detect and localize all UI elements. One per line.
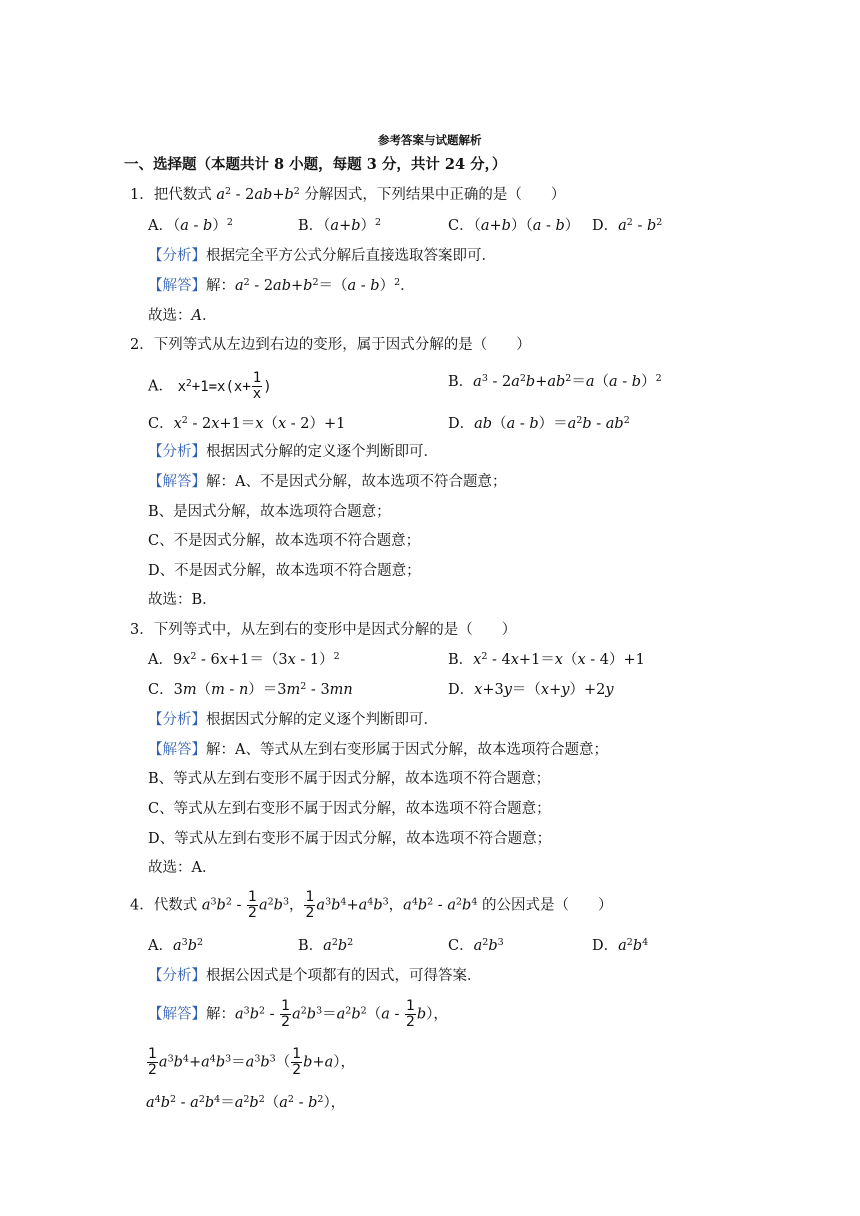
q1-choice: 故选：A． xyxy=(148,308,217,324)
q3-option-b[interactable]: B．$x^2 - 4x+1=x(x - 4)+1$ xyxy=(448,651,645,668)
page-title: 参考答案与试题解析 xyxy=(378,133,482,147)
q2-option-a[interactable]: A． $x^2+1=x(x+$ $\frac{1}{x}$ ) xyxy=(148,370,272,402)
q4-option-b[interactable]: B．$a^2b^2$ xyxy=(298,937,354,954)
q4-line-2: $\frac{1}{2}$ $a^3b^4+a^4b^3=a^3b^3$（ $\frac{1}{2}$ b+a）， xyxy=(148,1046,355,1078)
q3-line-c: C、等式从左到右变形不属于因式分解，故本选项不符合题意； xyxy=(148,801,551,817)
section-heading: 一、选择题（本题共计 8 小题，每题 3 分，共计 24 分，） xyxy=(124,156,507,173)
question-3-stem: 3．下列等式中，从左到右的变形中是因式分解的是（ ） xyxy=(130,622,517,638)
analysis-tag: 【分析】 xyxy=(148,248,206,264)
q1-option-a[interactable]: A．（a - b）$^2$ xyxy=(148,217,233,234)
q1-answer: 【解答】解：$a^2 - 2ab+b^2=(a - b)^2$． xyxy=(148,277,415,294)
q3-choice: 故选：A． xyxy=(148,860,217,876)
q2-line-b: B、是因式分解，故本选项符合题意； xyxy=(148,504,391,520)
question-2-stem: 2．下列等式从左边到右边的变形，属于因式分解的是（ ） xyxy=(130,337,531,353)
q4-option-a[interactable]: A．$a^3b^2$ xyxy=(148,937,204,954)
q4-option-c[interactable]: C．$a^2b^3$ xyxy=(448,937,504,954)
q4-answer: 【解答】解：$a^3b^2$ - $\frac{1}{2}$ $a^2b^3=a^2b^2(a$ - $\frac{1}{2}$ b）， xyxy=(148,998,448,1030)
question-4-stem: 4．代数式 $a^3b^2$ - $\frac{1}{2}$ $a^2b^3$， $\frac{1}{2}$ $a^3b^4+a^4b^3$，$a^4b^2 - a^2b^4$ 的公因式是（ ） xyxy=(130,889,613,921)
q4-option-d[interactable]: D．$a^2b^4$ xyxy=(592,937,649,954)
q2-line-c: C、不是因式分解，故本选项不符合题意； xyxy=(148,533,421,549)
q3-analysis: 【分析】根据因式分解的定义逐个判断即可． xyxy=(148,712,438,728)
q2-answer: 【解答】解：A、不是因式分解，故本选项不符合题意； xyxy=(148,474,507,490)
q3-line-d: D、等式从左到右变形不属于因式分解，故本选项不符合题意； xyxy=(148,831,552,847)
q1-option-d[interactable]: D．$a^2 - b^2$ xyxy=(592,217,663,234)
q3-answer: 【解答】解：A、等式从左到右变形属于因式分解，故本选项符合题意； xyxy=(148,742,608,758)
q2-analysis: 【分析】根据因式分解的定义逐个判断即可． xyxy=(148,444,438,460)
question-1-stem: 1．把代数式 $a^2 - 2ab+b^2$ 分解因式，下列结果中正确的是（ ） xyxy=(130,186,566,203)
answer-tag: 【解答】 xyxy=(148,278,206,294)
q1-option-b[interactable]: B．$(a+b)^2$ xyxy=(298,217,382,234)
q1-option-c[interactable]: C．（a+b）（a - b） xyxy=(448,218,580,234)
q2-line-d: D、不是因式分解，故本选项不符合题意； xyxy=(148,563,421,579)
q2-option-b[interactable]: B．$a^3 - 2a^2b+ab^2=a(a - b)^2$ xyxy=(448,373,662,390)
q4-analysis: 【分析】根据公因式是个项都有的因式，可得答案． xyxy=(148,968,482,984)
q3-line-b: B、等式从左到右变形不属于因式分解，故本选项不符合题意； xyxy=(148,771,551,787)
q4-line-3: $a^4b^2 - a^2b^4=a^2b^2(a^2 - b^2)$， xyxy=(146,1094,346,1111)
q3-option-d[interactable]: D．x+3y＝（x+y）+2y xyxy=(448,682,614,698)
q2-choice: 故选：B． xyxy=(148,592,217,608)
q1-analysis: 【分析】根据完全平方公式分解后直接选取答案即可． xyxy=(148,248,496,264)
q3-option-a[interactable]: A．$9x^2 - 6x+1=(3x - 1)^2$ xyxy=(148,651,340,668)
q3-option-c[interactable]: C．$3m(m - n)=3m^2 - 3mn$ xyxy=(148,681,353,698)
q2-option-c[interactable]: C．$x^2 - 2x+1=x(x - 2)+1$ xyxy=(148,415,346,432)
q2-option-d[interactable]: D．$ab(a - b)=a^2b - ab^2$ xyxy=(448,415,630,432)
